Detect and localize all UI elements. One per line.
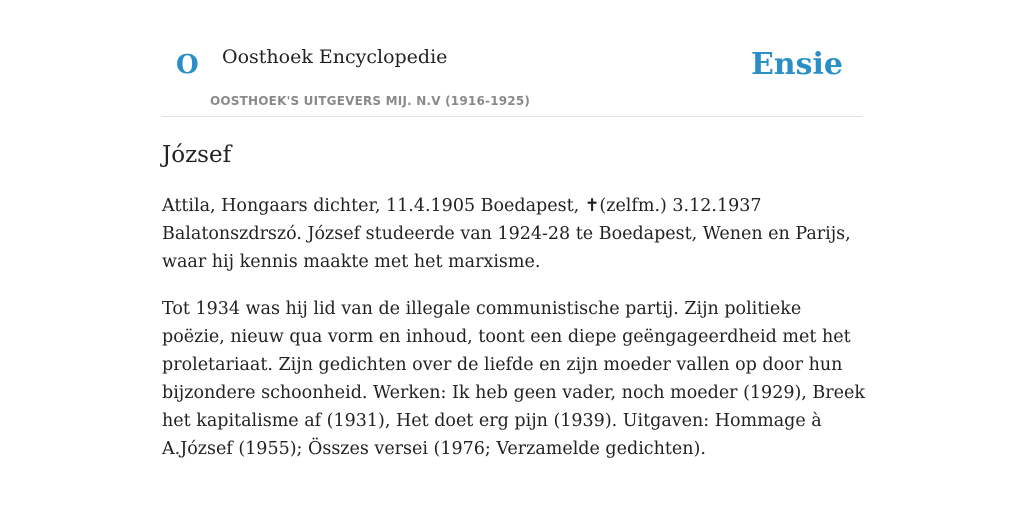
encyclopedia-title[interactable]: Oosthoek Encyclopedie <box>222 46 448 68</box>
article-paragraph: Tot 1934 was hij lid van de illegale communistische partij. Zijn politieke poëzie, nieuw qua vorm en inhoud, toont een diepe geëngageerdheid met het proletariaat. Zijn gedichten over de liefde en zijn moeder vallen op door hun bijzondere schoonheid. Werken: Ik heb geen vader, noch moeder (1929), Breek het kapitalisme af (1931), Het doet erg pijn (1939). Uitgaven: Hommage à A.József (1955); Összes versei (1976; Verzamelde gedichten). <box>162 299 865 459</box>
brand-logo[interactable]: Ensie <box>750 47 843 82</box>
article-paragraph: Attila, Hongaars dichter, 11.4.1905 Boedapest, ✝(zelfm.) 3.12.1937 Balatonszdrszó. József studeerde van 1924-28 te Boedapest, Wenen en Parijs, waar hij kennis maakte met het marxisme. <box>162 196 851 272</box>
article-title: József <box>162 142 232 168</box>
logo-icon[interactable]: O <box>176 50 199 80</box>
publisher-label: OOSTHOEK'S UITGEVERS MIJ. N.V (1916-1925) <box>210 94 531 108</box>
article <box>162 140 866 463</box>
site-header <box>162 0 862 117</box>
